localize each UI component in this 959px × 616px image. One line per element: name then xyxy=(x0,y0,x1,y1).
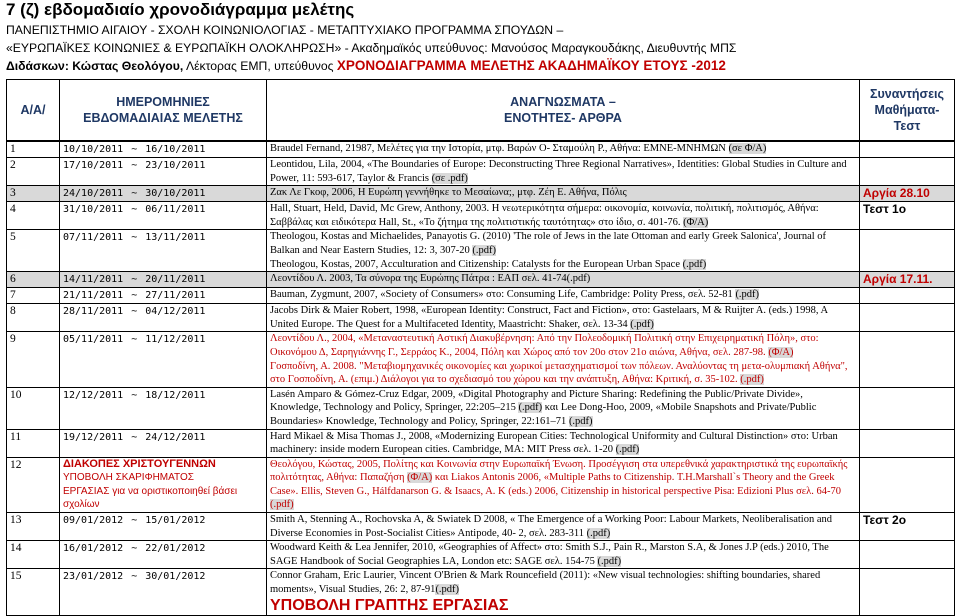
reading-format-tag: (.pdf) xyxy=(435,584,460,596)
table-row xyxy=(7,304,955,332)
date-to: 20/11/2011 xyxy=(145,274,206,286)
row-meeting: Αργία 17.11. xyxy=(860,272,955,288)
row-readings xyxy=(267,387,860,429)
row-meeting xyxy=(860,457,955,512)
row-readings xyxy=(267,541,860,569)
instructor-name: Διδάσκων: Κώστας Θεολόγου, xyxy=(6,59,184,73)
date-to: 24/12/2011 xyxy=(145,431,206,443)
row-readings xyxy=(267,202,860,230)
row-meeting: Τεστ 1ο xyxy=(860,202,955,230)
date-from: 05/11/2011 xyxy=(63,334,124,346)
table-row xyxy=(7,429,955,457)
reading-format-tag: (Φ/Α) xyxy=(768,346,794,358)
row-number: 9 xyxy=(7,332,60,387)
reading-text: Lasén Amparo & Gómez-Cruz Edgar, 2009, «Digital Photography and Picture Sharing: Redefining the Public/Private Divide», Knowledge, Technology and Policy, Springer, 22:205–215 xyxy=(270,388,803,414)
row-dates xyxy=(60,513,267,541)
date-to: 11/12/2011 xyxy=(145,334,206,346)
date-to: 13/11/2011 xyxy=(145,232,206,244)
row-readings xyxy=(267,513,860,541)
date-separator: ~ xyxy=(131,334,138,346)
reading-text-2: Γοσποδίνη, Α. 2008. "Μεταβιομηχανικές οικονομίες και χωρικοί μετασχηματισμοί των πόλεων. Αναλύοντας τη μετα-ολυμπιακή Αθήνα", στο Γοσποδίνη, Α. (επιμ.) Διάλογοι για το σχεδιασμό του χώρου και την ανάπτυξη, Αθήνα: Κριτική, σ. 35-102. xyxy=(270,360,848,386)
row-readings xyxy=(267,158,860,186)
date-from: 10/10/2011 xyxy=(63,144,124,155)
reading-text-2: και Liakos Antonis 2006, «Multiple Paths to Citizenship. T.H.Marshall`s Theory and the Greek Case». Ellis, Steven G., Hálfdanarson G. & Isaacs, A. K (eds.) 2006, Citizenship in historical perspective Pisa: Edizioni Plus σελ. 64-70 xyxy=(270,472,841,497)
row-meeting xyxy=(860,304,955,332)
sketch-submission-note: ΕΡΓΑΣΙΑΣ για να οριστικοποιηθεί βάσει σχολίων xyxy=(63,485,238,511)
reading-text: Leontidou, Lila, 2004, «The Boundaries of Europe: Deconstructing Three Regional Narratives», Identities: Global Studies in Culture and Power, 11: 593-617, Taylor & Francis xyxy=(270,159,847,184)
reading-text: Bauman, Zygmunt, 2007, «Society of Consumers» στο: Consuming Life, Cambridge: Polity Press, σελ. 52-81 xyxy=(270,289,736,301)
date-to: 06/11/2011 xyxy=(145,204,206,216)
reading-text: Smith A, Stenning A., Rochovska A, & Swiatek D 2008, « The Emergence of a Working Poor: Labour Markets, Neoliberalisation and Diverse Economies in Post-Socialist Cities» Antipode, 40- 2, σελ. 283-311 xyxy=(270,514,832,539)
col-header-readings xyxy=(267,80,860,142)
row-meeting xyxy=(860,332,955,387)
date-separator: ~ xyxy=(131,144,138,155)
reading-text: Θεολόγου, Κώστας, 2005, Πολίτης και Κοινωνία στην Ευρωπαϊκή Ένωση. Προσέγγιση στα υπερεθνικά χαρακτηριστικά της ευρωπαϊκής πολιτότητας, Αθήνα: Παπαζήση xyxy=(270,458,848,484)
reading-text: Λεοντίδου Λ. 2003, Τα σύνορα της Ευρώπης Πάτρα : ΕΑΠ σελ. 41-74 xyxy=(270,273,567,285)
row-meeting: Αργία 28.10 xyxy=(860,186,955,202)
col-header-readings-l2: ΕΝΟΤΗΤΕΣ- ΑΡΘΡΑ xyxy=(504,111,622,125)
reading-text: Hard Mikael & Misa Thomas J., 2008, «Modernizing European Cities: Technological Uniformity and Cultural Distinction» στο: Urban machinery: inside modern European cities. Cambridge, MA: MIT Press σελ. 1-20 xyxy=(270,430,838,456)
date-separator: ~ xyxy=(131,543,138,555)
date-separator: ~ xyxy=(131,290,138,302)
row-dates xyxy=(60,387,267,429)
sketch-submission-label: ΥΠΟΒΟΛΗ ΣΚΑΡΙΦΗΜΑΤΟΣ xyxy=(63,472,194,484)
section-heading: 7 (ζ) εβδομαδιαίο χρονοδιάγραμμα μελέτης xyxy=(6,0,355,19)
date-from: 28/11/2011 xyxy=(63,306,124,318)
date-to: 30/10/2011 xyxy=(145,188,206,200)
row-dates xyxy=(60,141,267,158)
row-readings xyxy=(267,288,860,304)
row-dates xyxy=(60,457,267,512)
date-from: 07/11/2011 xyxy=(63,232,124,244)
header-program: «ΕΥΡΩΠΑΪΚΕΣ ΚΟΙΝΩΝΙΕΣ & ΕΥΡΩΠΑΪΚΗ ΟΛΟΚΛΗΡΩΣΗ» - Ακαδημαϊκός υπεύθυνος: Μανούσος Μαραγκουδάκης, Διευθυντής ΜΠΣ xyxy=(6,41,737,55)
date-separator: ~ xyxy=(131,389,138,401)
col-header-meet-l3: Τεστ xyxy=(893,119,921,133)
col-header-meet-l2: Μαθήματα- xyxy=(874,103,940,117)
col-header-meet-l1: Συναντήσεις xyxy=(869,87,945,101)
col-header-readings-l1: ΑΝΑΓΝΩΣΜΑΤΑ – xyxy=(510,95,616,109)
row-number: 6 xyxy=(7,272,60,288)
row-dates xyxy=(60,304,267,332)
instructor-role: Λέκτορας ΕΜΠ, υπεύθυνος xyxy=(183,59,337,73)
schedule-body xyxy=(7,141,955,615)
row-dates xyxy=(60,332,267,387)
col-header-meetings xyxy=(860,80,955,142)
reading-format-tag: (σε Φ/Α) xyxy=(728,143,767,154)
date-from: 16/01/2012 xyxy=(63,543,124,555)
row-meeting xyxy=(860,158,955,186)
row-number: 2 xyxy=(7,158,60,186)
row-meeting xyxy=(860,569,955,615)
row-number: 8 xyxy=(7,304,60,332)
date-from: 19/12/2011 xyxy=(63,431,124,443)
reading-format-tag-2: (.pdf) xyxy=(568,415,593,427)
date-from: 23/01/2012 xyxy=(63,571,124,583)
date-separator: ~ xyxy=(131,188,138,200)
reading-text: Hall, Stuart, Held, David, Mc Grew, Anthony, 2003. Η νεωτερικότητα σήμερα: οικονομία, κοινωνία, πολιτική, πολιτισμός, Αθήνα: Σαββάλας και ειδικότερα Hall, St., «Το ζήτημα της πολιτιστικής ταυτότητας» στο ίδιο, σ. 401-76. xyxy=(270,203,819,228)
row-readings xyxy=(267,569,860,615)
row-number: 3 xyxy=(7,186,60,202)
row-number: 5 xyxy=(7,230,60,272)
reading-format-tag: (.pdf) xyxy=(472,244,496,256)
table-row xyxy=(7,387,955,429)
table-row xyxy=(7,541,955,569)
row-dates xyxy=(60,288,267,304)
date-separator: ~ xyxy=(131,160,138,171)
col-header-num: Α/Α/ xyxy=(7,80,60,142)
date-to: 23/10/2011 xyxy=(145,160,206,171)
table-row xyxy=(7,513,955,541)
date-separator: ~ xyxy=(131,515,138,527)
row-meeting: Τεστ 2ο xyxy=(860,513,955,541)
date-from: 14/11/2011 xyxy=(63,274,124,286)
row-number: 15 xyxy=(7,569,60,615)
date-to: 30/01/2012 xyxy=(145,571,206,583)
row-readings xyxy=(267,304,860,332)
date-from: 31/10/2011 xyxy=(63,204,124,216)
date-separator: ~ xyxy=(131,571,138,583)
date-to: 18/12/2011 xyxy=(145,389,206,401)
row-meeting xyxy=(860,230,955,272)
row-dates xyxy=(60,429,267,457)
date-to: 16/10/2011 xyxy=(145,144,206,155)
row-dates xyxy=(60,158,267,186)
row-number: 12 xyxy=(7,457,60,512)
date-separator: ~ xyxy=(131,274,138,286)
reading-text: Theologou, Kostas and Michaelides, Panayotis G. (2010) 'The role of Jews in the late Ottoman and early Greek Salonica', Journal of Balkan and Near Eastern Studies, 12: 3, 307-20 xyxy=(270,231,827,256)
row-meeting xyxy=(860,141,955,158)
date-from: 17/10/2011 xyxy=(63,160,124,171)
row-dates xyxy=(60,230,267,272)
row-readings xyxy=(267,332,860,387)
row-number: 10 xyxy=(7,387,60,429)
reading-format-tag: (σε .pdf) xyxy=(431,172,468,184)
header-university: ΠΑΝΕΠΙΣΤΗΜΙΟ ΑΙΓΑΙΟΥ - ΣΧΟΛΗ ΚΟΙΝΩΝΙΟΛΟΓΙΑΣ - ΜΕΤΑΠΤΥΧΙΑΚΟ ΠΡΟΓΡΑΜΜΑ ΣΠΟΥΔΩΝ – xyxy=(6,23,564,37)
date-from: 24/10/2011 xyxy=(63,188,124,200)
reading-text-2: Theologou, Kostas, 2007, Acculturation and Citizenship: Catalysts for the European Urban Space xyxy=(270,258,683,270)
table-header-row xyxy=(7,80,955,142)
reading-text: Connor Graham, Eric Laurier, Vincent O'Brien & Mark Rouncefield (2011): «New visual technologies: shifting boundaries, shared moments», Visual Studies, 26: 2, 87-91 xyxy=(270,570,821,596)
reading-format-tag: (.pdf) xyxy=(630,318,654,330)
row-number: 14 xyxy=(7,541,60,569)
date-separator: ~ xyxy=(131,204,138,216)
date-to: 15/01/2012 xyxy=(145,515,206,527)
row-dates xyxy=(60,186,267,202)
reading-format-tag-2: (.pdf) xyxy=(270,499,294,511)
reading-text: Braudel Fernand, 21987, Μελέτες για την Ιστορία, μτφ. Βαρών Ο- Σταμούλη Ρ., Αθήνα: ΕΜΝΕ-ΜΝΗΜΩΝ xyxy=(270,143,729,154)
table-row xyxy=(7,272,955,288)
row-dates xyxy=(60,541,267,569)
date-separator: ~ xyxy=(131,306,138,318)
table-row xyxy=(7,569,955,615)
row-meeting xyxy=(860,541,955,569)
date-to: 04/12/2011 xyxy=(145,306,206,318)
schedule-title: ΧΡΟΝΟΔΙΑΓΡΑΜΜΑ ΜΕΛΕΤΗΣ ΑΚΑΔΗΜΑΪΚΟΥ ΕΤΟΥΣ -2012 xyxy=(336,58,726,73)
row-number: 1 xyxy=(7,141,60,158)
reading-format-tag: (Φ/Α) xyxy=(407,472,433,484)
reading-text: Jacobs Dirk & Maier Robert, 1998, «European Identity: Construct, Fact and Fiction», στο: Gastelaars, M & Ruijter A. (eds.) 1998, A United Europe. The Quest for a Multifaceted Identity, Maastricht: Shaker, σελ. 13-34 xyxy=(270,305,828,330)
reading-text-2: και Lee Dong-Hoo, 2009, «Mobile Snapshots and Private/Public Boundaries» Knowledge, Technology and Policy, Springer, 22:161–71 xyxy=(270,402,817,427)
reading-format-tag: (.pdf) xyxy=(735,289,760,301)
row-meeting xyxy=(860,429,955,457)
row-number: 7 xyxy=(7,288,60,304)
reading-format-tag-2: (.pdf) xyxy=(740,374,764,386)
reading-format-tag: (.pdf) xyxy=(518,402,543,414)
row-readings xyxy=(267,141,860,158)
table-row xyxy=(7,288,955,304)
date-from: 09/01/2012 xyxy=(63,515,124,527)
date-separator: ~ xyxy=(131,431,138,443)
table-row xyxy=(7,186,955,202)
row-dates xyxy=(60,272,267,288)
schedule-table xyxy=(6,79,955,616)
row-number: 13 xyxy=(7,513,60,541)
reading-format-tag-2: (.pdf) xyxy=(682,258,707,270)
date-to: 27/11/2011 xyxy=(145,290,206,302)
row-readings xyxy=(267,457,860,512)
reading-format-tag: (.pdf) xyxy=(566,273,591,285)
date-from: 12/12/2011 xyxy=(63,389,124,401)
row-readings xyxy=(267,186,860,202)
reading-format-tag: (.pdf) xyxy=(615,444,640,456)
date-from: 21/11/2011 xyxy=(63,290,124,302)
reading-text: Λεοντίδου Λ., 2004, «Μεταναστευτική Αστική Διακυβέρνηση: Από την Πολεοδομική Πολιτική στην Επιχειρηματική Πόλη», στο: Οικονόμου Δ, Σαρηγιάννης Γ., Σερράος Κ., 2004, Πόλη και Χώρος από τον 20ο στον 21ο αιώνα, Αθήνα, σελ. 287-98. xyxy=(270,333,819,358)
row-number: 11 xyxy=(7,429,60,457)
table-row xyxy=(7,202,955,230)
col-header-dates-l2: ΕΒΔΟΜΑΔΙΑΙΑΣ ΜΕΛΕΤΗΣ xyxy=(83,111,243,125)
reading-format-tag: (.pdf) xyxy=(586,527,611,539)
table-row xyxy=(7,230,955,272)
col-header-dates-l1: ΗΜΕΡΟΜΗΝΙΕΣ xyxy=(116,95,210,109)
row-readings xyxy=(267,429,860,457)
date-to: 22/01/2012 xyxy=(145,543,206,555)
row-readings xyxy=(267,230,860,272)
reading-text: Woodward Keith & Lea Jennifer, 2010, «Geographies of Affect» στο: Smith S.J., Pain R., Marston S.A, & Jones J.P (eds.) 2010, The SAGE Handbook of Social Geographies LA, London etc: SAGE σελ. 154-75 xyxy=(270,542,829,567)
reading-text: Ζακ Λε Γκοφ, 2006, Η Ευρώπη γεννήθηκε το Μεσαίωνα;, μτφ. Ζέη Ε. Αθήνα, Πόλις xyxy=(270,187,627,199)
table-row xyxy=(7,141,955,158)
row-meeting xyxy=(860,288,955,304)
holiday-label: ΔΙΑΚΟΠΕΣ ΧΡΙΣΤΟΥΓΕΝΝΩΝ xyxy=(63,457,216,470)
col-header-dates xyxy=(60,80,267,142)
row-dates xyxy=(60,202,267,230)
row-number: 4 xyxy=(7,202,60,230)
row-meeting xyxy=(860,387,955,429)
table-row xyxy=(7,332,955,387)
row-dates xyxy=(60,569,267,615)
reading-format-tag: (.pdf) xyxy=(597,555,622,567)
final-submission-label: ΥΠΟΒΟΛΗ ΓΡΑΠΤΗΣ ΕΡΓΑΣΙΑΣ xyxy=(270,596,509,614)
table-row xyxy=(7,158,955,186)
header-instructor xyxy=(6,58,726,74)
table-row xyxy=(7,457,955,512)
reading-format-tag: (Φ/Α) xyxy=(683,216,709,228)
date-separator: ~ xyxy=(131,232,138,244)
row-readings xyxy=(267,272,860,288)
